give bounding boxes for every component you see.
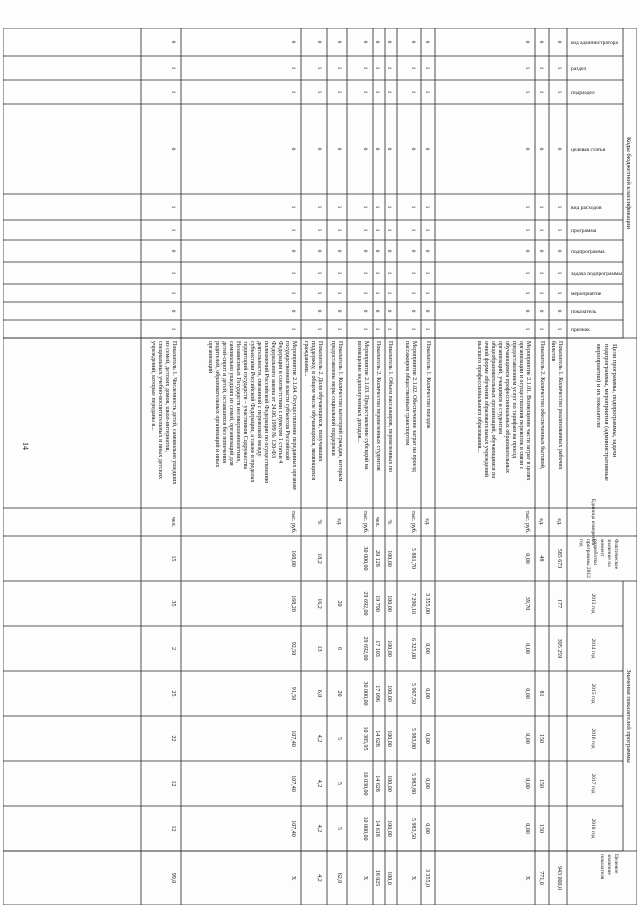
row-2-unit: тыс. руб. xyxy=(524,510,530,534)
row-6-code-8: 1 xyxy=(374,291,380,295)
row-9-year-2017: 4,2 xyxy=(316,779,322,788)
row-6-code-4: 1 xyxy=(374,205,380,209)
row-1-year-2015: 81 xyxy=(538,690,544,697)
row-6-code-5: 1 xyxy=(374,228,380,232)
row-3-code-2: 1 xyxy=(424,90,430,94)
row-9-purpose: Показатель 2. Доля обучающихся, получившихподдержку, в общем числе обучающихся, являющихсягражданами... xyxy=(303,341,323,481)
row-7-code-2: 1 xyxy=(362,90,368,94)
row-8-code-6: 0 xyxy=(336,249,342,253)
row-4-code-3: 0 xyxy=(410,147,416,151)
row-1-year-2016: 150 xyxy=(538,734,544,743)
row-1-purpose: Показатель 2. Количество обеспеченных бытовой, xyxy=(539,341,545,470)
row-2-code-9: 0 xyxy=(524,309,530,313)
row-3-year-2015: 0,00 xyxy=(424,688,430,699)
row-8-year-2017: 5 xyxy=(336,782,342,785)
row-3-code-7: 1 xyxy=(424,271,430,275)
row-9-year-2015: 6,0 xyxy=(316,689,322,698)
row-10-unit: тыс. руб. xyxy=(290,510,296,534)
row-5-year-2013: 100,00 xyxy=(386,595,392,612)
row-10-fact: 168,00 xyxy=(290,550,296,567)
row-5-code-4: 1 xyxy=(386,205,392,209)
row-0-purpose: Показатель 1. Количество реализованных рабочихбилетов xyxy=(550,341,563,470)
row-6-code-3: 0 xyxy=(374,147,380,151)
row-3-year-2016: 0,00 xyxy=(424,733,430,744)
row-6-target: 18 025 xyxy=(374,869,380,887)
row-4-code-1: 1 xyxy=(410,66,416,70)
row-1-code-2: 1 xyxy=(538,90,544,94)
row-6-code-2: 1 xyxy=(374,90,380,94)
code-header-9: показатель xyxy=(571,309,597,315)
row-8-code-9: 0 xyxy=(336,309,342,313)
row-7-code-7: 1 xyxy=(362,271,368,275)
row-4-code-7: 1 xyxy=(410,271,416,275)
row-10-target: Х xyxy=(290,875,296,881)
code-header-0: код администратора xyxy=(571,40,618,46)
row-11-code-8: 1 xyxy=(170,291,176,295)
row-0-code-7: 1 xyxy=(556,271,562,275)
row-3-code-1: 1 xyxy=(424,66,430,70)
row-6-fact: 20 128 xyxy=(374,550,380,567)
row-8-year-2013: 20 xyxy=(336,600,342,607)
row-1-code-9: 0 xyxy=(538,309,544,313)
row-9-code-10: 1 xyxy=(316,327,322,331)
row-10-code-4: 1 xyxy=(290,205,296,209)
row-10-code-3: 0 xyxy=(290,147,296,151)
row-9-code-3: 0 xyxy=(316,147,322,151)
row-11-code-0: 0 xyxy=(170,40,176,44)
row-8-year-2016: 5 xyxy=(336,737,342,740)
row-10-year-2017: 107,40 xyxy=(290,775,296,792)
row-3-code-8: 1 xyxy=(424,291,430,295)
row-11-unit: чел. xyxy=(170,516,176,528)
row-2-code-4: 1 xyxy=(524,205,530,209)
row-5-year-2016: 100,00 xyxy=(386,730,392,747)
row-10-code-7: 1 xyxy=(290,271,296,275)
code-header-5: программа xyxy=(571,228,597,234)
row-1-code-3: 0 xyxy=(538,147,544,151)
row-2-year-2014: 0,00 xyxy=(524,643,530,654)
row-4-fact: 5 881,70 xyxy=(410,548,416,569)
row-9-code-5: 1 xyxy=(316,228,322,232)
row-9-code-2: 1 xyxy=(316,90,322,94)
row-9-year-2014: 13 xyxy=(316,645,322,652)
row-2-code-0: 0 xyxy=(524,40,530,44)
row-10-year-2016: 107,40 xyxy=(290,730,296,747)
row-9-fact: 18,2 xyxy=(316,553,322,564)
row-2-purpose: Мероприятие 2.1.01. Возмещение части затрат в целяхорганизации и осуществления перевозок в связи спредоставлением услуг по тарифам на проездобучающимся профессиональных образовательныхорганизаций, учащимся и студентамобщеобразовательных организаций, обучающимся поочной форме обучения образовательных учрежденийвысшего профессионального образования... xyxy=(476,341,531,481)
row-4-year-2013: 7 290,10 xyxy=(410,593,416,614)
row-2-target: Х xyxy=(524,875,530,881)
row-8-purpose: Показатель 1. Количество категорий граждан, которымпредоставлены меры социальной поддержки xyxy=(330,341,343,482)
row-11-year-2017: 12 xyxy=(170,780,176,787)
row-4-year-2016: 5 983,80 xyxy=(410,728,416,749)
row-11-fact: 15 xyxy=(170,555,176,562)
row-2-year-2013: 39,70 xyxy=(524,596,530,611)
row-9-code-8: 1 xyxy=(316,291,322,295)
page-number: 14 xyxy=(21,442,30,450)
row-10-year-2015: 91,50 xyxy=(290,686,296,701)
row-6-code-10: 1 xyxy=(374,327,380,331)
row-3-year-2018: 0,00 xyxy=(424,823,430,834)
code-header-8: мероприятие xyxy=(571,291,602,297)
row-8-unit: ед. xyxy=(336,518,342,526)
row-7-code-3: 0 xyxy=(362,147,368,151)
row-7-fact: 30 000,00 xyxy=(362,546,368,571)
row-7-code-0: 0 xyxy=(362,40,368,44)
row-9-code-1: 1 xyxy=(316,66,322,70)
code-header-10: признак xyxy=(571,327,590,333)
row-2-year-2018: 0,00 xyxy=(524,823,530,834)
row-0-code-4: 1 xyxy=(556,205,562,209)
row-10-code-8: 1 xyxy=(290,291,296,295)
row-6-purpose: Показатель 2. Количество перевезенных студентов xyxy=(375,341,381,471)
row-8-target: 62,0 xyxy=(336,872,342,884)
code-header-7: задача подпрограммы xyxy=(571,271,623,277)
row-9-year-2013: 16,2 xyxy=(316,598,322,609)
row-9-target: 4,2 xyxy=(316,874,322,882)
row-8-code-1: 1 xyxy=(336,66,342,70)
row-5-code-9: 0 xyxy=(386,309,392,313)
row-0-code-6: 0 xyxy=(556,249,562,253)
row-1-code-7: 1 xyxy=(538,271,544,275)
year-label-2018: 2018 год xyxy=(590,818,596,839)
row-4-code-4: 1 xyxy=(410,205,416,209)
row-6-code-1: 1 xyxy=(374,66,380,70)
row-10-code-10: 1 xyxy=(290,327,296,331)
row-5-code-3: 0 xyxy=(386,147,392,151)
codes-group-label: Коды бюджетной классификации xyxy=(625,136,632,230)
year-label-2015: 2015 год xyxy=(590,683,596,704)
row-2-code-3: 0 xyxy=(524,147,530,151)
values-group-label: Значения показателей программы xyxy=(625,669,632,763)
year-label-2014: 2014 год xyxy=(590,638,596,659)
row-8-code-4: 1 xyxy=(336,205,342,209)
row-2-code-8: 1 xyxy=(524,291,530,295)
row-11-purpose: Показатель 1. Численность детей, самовольно ушедшихиз семей, детских домов, школ-интернатов,специальных учебно-воспитательных и иных детскихучреждений, которые переданы в... xyxy=(150,341,177,485)
row-4-target: Х xyxy=(410,875,416,881)
row-6-year-2013: 19 790 xyxy=(374,595,380,612)
row-7-code-8: 1 xyxy=(362,291,368,295)
row-3-code-4: 1 xyxy=(424,205,430,209)
row-6-year-2014: 17 103 xyxy=(374,640,380,657)
row-0-code-9: 0 xyxy=(556,309,562,313)
row-9-year-2018: 4,2 xyxy=(316,824,322,833)
row-11-code-2: 1 xyxy=(170,90,176,94)
row-7-year-2014: 29 692,00 xyxy=(362,636,368,661)
row-4-code-0: 0 xyxy=(410,40,416,44)
row-2-year-2016: 0,00 xyxy=(524,733,530,744)
row-11-code-5: 1 xyxy=(170,228,176,232)
row-0-code-1: 1 xyxy=(556,66,562,70)
row-5-year-2015: 100,00 xyxy=(386,685,392,702)
row-4-code-2: 1 xyxy=(410,90,416,94)
row-0-year-2014: 395 259 xyxy=(556,638,562,659)
row-10-code-1: 1 xyxy=(290,66,296,70)
row-5-year-2018: 100,00 xyxy=(386,820,392,837)
year-label-2017: 2017 год xyxy=(590,773,596,794)
row-3-year-2013: 3 355,00 xyxy=(424,593,430,614)
row-1-unit: ед. xyxy=(538,518,544,526)
row-2-fact: 0,00 xyxy=(524,553,530,564)
row-4-code-8: 1 xyxy=(410,291,416,295)
row-8-code-3: 0 xyxy=(336,147,342,151)
row-9-code-6: 0 xyxy=(316,249,322,253)
row-11-code-6: 0 xyxy=(170,249,176,253)
row-7-year-2013: 29 692,00 xyxy=(362,591,368,616)
row-3-target: 3 355,0 xyxy=(424,869,430,887)
row-7-year-2018: 10 000,00 xyxy=(362,816,368,841)
row-5-code-10: 1 xyxy=(386,327,392,331)
row-1-code-1: 1 xyxy=(538,66,544,70)
row-1-fact: 48 xyxy=(538,555,544,562)
row-11-code-3: 0 xyxy=(170,147,176,151)
row-0-unit: ед. xyxy=(556,518,562,526)
row-3-code-3: 0 xyxy=(424,147,430,151)
row-11-code-1: 1 xyxy=(170,66,176,70)
row-7-target: Х xyxy=(362,875,368,881)
row-11-code-10: 1 xyxy=(170,327,176,331)
row-7-code-5: 1 xyxy=(362,228,368,232)
row-8-code-10: 1 xyxy=(336,327,342,331)
row-11-year-2015: 25 xyxy=(170,690,176,697)
row-6-code-6: 0 xyxy=(374,249,380,253)
row-1-code-0: 0 xyxy=(538,40,544,44)
row-8-code-8: 1 xyxy=(336,291,342,295)
row-3-purpose: Показатель 1. Количество поездок xyxy=(425,341,431,429)
row-5-code-7: 1 xyxy=(386,271,392,275)
row-9-code-7: 1 xyxy=(316,271,322,275)
row-10-year-2014: 92,50 xyxy=(290,641,296,656)
row-6-code-7: 1 xyxy=(374,271,380,275)
row-6-unit: чел. xyxy=(374,516,380,528)
row-1-code-10: 1 xyxy=(538,327,544,331)
row-4-code-6: 0 xyxy=(410,249,416,253)
row-1-year-2017: 150 xyxy=(538,779,544,788)
row-11-year-2013: 35 xyxy=(170,600,176,607)
row-7-unit: тыс. руб. xyxy=(362,510,368,534)
row-5-year-2017: 100,00 xyxy=(386,775,392,792)
code-header-6: подпрограмма xyxy=(571,249,605,255)
row-5-code-1: 1 xyxy=(386,66,392,70)
row-6-year-2016: 14 628 xyxy=(374,730,380,747)
row-4-code-9: 0 xyxy=(410,309,416,313)
row-11-year-2016: 22 xyxy=(170,735,176,742)
row-10-code-9: 0 xyxy=(290,309,296,313)
row-9-code-9: 0 xyxy=(316,309,322,313)
row-4-unit: тыс. руб. xyxy=(410,510,416,534)
row-8-code-0: 0 xyxy=(336,40,342,44)
row-9-code-4: 1 xyxy=(316,205,322,209)
row-0-code-2: 1 xyxy=(556,90,562,94)
code-header-2: подраздел xyxy=(571,90,595,96)
row-5-code-0: 0 xyxy=(386,40,392,44)
row-7-code-4: 1 xyxy=(362,205,368,209)
row-8-code-2: 1 xyxy=(336,90,342,94)
row-11-code-7: 1 xyxy=(170,271,176,275)
row-0-code-0: 0 xyxy=(556,40,562,44)
row-6-code-9: 0 xyxy=(374,309,380,313)
row-6-year-2017: 14 628 xyxy=(374,775,380,792)
row-3-year-2014: 0,00 xyxy=(424,643,430,654)
code-header-1: раздел xyxy=(571,66,587,72)
unit-col-label: Единица измерения xyxy=(590,498,596,546)
row-10-code-2: 1 xyxy=(290,90,296,94)
row-7-code-6: 0 xyxy=(362,249,368,253)
row-9-code-0: 0 xyxy=(316,40,322,44)
row-1-code-8: 1 xyxy=(538,291,544,295)
row-10-year-2018: 107,40 xyxy=(290,820,296,837)
row-3-code-0: 0 xyxy=(424,40,430,44)
row-5-unit: % xyxy=(386,519,392,525)
row-0-code-3: 0 xyxy=(556,147,562,151)
row-3-code-6: 0 xyxy=(424,249,430,253)
row-0-target: 943 000,0 xyxy=(556,866,562,890)
row-7-purpose: Мероприятие 2.1.03. Предоставление субсидий навозмещение недополученных доходов... xyxy=(356,341,369,470)
row-10-code-5: 1 xyxy=(290,228,296,232)
purpose-col-label: Цели программы, подпрограммы, задачиподпрограммы, мероприятия (административныемероприятия) и их показатели xyxy=(595,344,618,481)
row-11-year-2014: 2 xyxy=(170,647,176,650)
row-7-code-9: 0 xyxy=(362,309,368,313)
program-table xyxy=(3,28,637,905)
row-0-year-2013: 177 xyxy=(556,599,562,608)
row-0-code-8: 1 xyxy=(556,291,562,295)
row-4-code-5: 1 xyxy=(410,228,416,232)
row-8-year-2018: 5 xyxy=(336,827,342,830)
row-2-code-1: 1 xyxy=(524,66,530,70)
row-3-unit: ед. xyxy=(424,518,430,526)
row-8-code-7: 1 xyxy=(336,271,342,275)
row-2-year-2017: 0,00 xyxy=(524,778,530,789)
row-8-year-2015: 20 xyxy=(336,690,342,697)
row-2-year-2015: 0,00 xyxy=(524,688,530,699)
row-8-code-5: 1 xyxy=(336,228,342,232)
row-3-code-10: 1 xyxy=(424,327,430,331)
row-1-target: 771,0 xyxy=(538,871,544,885)
year-label-2016: 2016 год xyxy=(590,728,596,749)
row-11-code-4: 1 xyxy=(170,205,176,209)
row-7-year-2015: 30 000,00 xyxy=(362,681,368,706)
row-7-year-2016: 10 385,95 xyxy=(362,726,368,751)
row-4-year-2014: 6 325,00 xyxy=(410,638,416,659)
row-2-code-5: 1 xyxy=(524,228,530,232)
row-4-purpose: Мероприятие 2.1.02. Обеспечение затрат на проездпассажиров общественным транспортом xyxy=(404,341,417,472)
row-8-year-2014: 6 xyxy=(336,647,342,650)
year-label-2013: 2013 год xyxy=(590,593,596,614)
code-header-4: вид расходов xyxy=(571,205,602,211)
rotated-table xyxy=(3,28,637,905)
row-5-year-2014: 100,00 xyxy=(386,640,392,657)
row-3-code-9: 0 xyxy=(424,309,430,313)
row-10-purpose: Мероприятие 2.1.04. Осуществление переданных органамгосударственной власти субъектов РоссийскойФедерации в соответствии с пунктом 1 статьи 4Федерального закона от 24.06.1999 № 120-ФЗполномочий Российской Федерации по осуществлениюдеятельности, связанной с перевозкой междусубъектами Российской Федерации, а также в пределахтерриторий государств – участников СодружестваНезависимых Государств несовершеннолетних,самовольно ушедших из семей, организаций длядетей-сирот и детей, оставшихся без попеченияродителей, образовательных организаций и иныхорганизаций xyxy=(207,341,297,490)
row-2-code-7: 1 xyxy=(524,271,530,275)
row-11-year-2018: 12 xyxy=(170,825,176,832)
row-5-code-6: 0 xyxy=(386,249,392,253)
row-11-target: 99,0 xyxy=(170,872,176,884)
row-1-code-5: 1 xyxy=(538,228,544,232)
row-5-target: 100,0 xyxy=(386,871,392,885)
row-5-fact: 100,00 xyxy=(386,550,392,567)
row-4-code-10: 1 xyxy=(410,327,416,331)
row-5-code-2: 1 xyxy=(386,90,392,94)
target-col-label: Целевоезначениепоказателя xyxy=(599,854,619,880)
row-0-code-5: 1 xyxy=(556,228,562,232)
row-10-year-2013: 168,20 xyxy=(290,595,296,612)
row-3-year-2017: 0,00 xyxy=(424,778,430,789)
fact-col-label: Фактическоезначение намоментразработкипрограммы 2012год xyxy=(578,539,619,578)
row-6-year-2018: 14 618 xyxy=(374,820,380,837)
row-11-code-9: 0 xyxy=(170,309,176,313)
row-6-code-0: 0 xyxy=(374,40,380,44)
row-4-year-2018: 5 983,50 xyxy=(410,818,416,839)
row-9-year-2016: 4,2 xyxy=(316,734,322,743)
row-2-code-10: 1 xyxy=(524,327,530,331)
row-1-code-4: 1 xyxy=(538,205,544,209)
row-2-code-2: 1 xyxy=(524,90,530,94)
row-6-year-2015: 17 096 xyxy=(374,685,380,702)
row-3-code-5: 1 xyxy=(424,228,430,232)
row-0-fact: 585 673 xyxy=(556,548,562,569)
row-7-code-1: 1 xyxy=(362,66,368,70)
row-0-code-10: 1 xyxy=(556,327,562,331)
row-4-year-2017: 5 983,80 xyxy=(410,773,416,794)
row-7-year-2017: 10 030,00 xyxy=(362,771,368,796)
row-5-code-5: 1 xyxy=(386,228,392,232)
row-9-unit: % xyxy=(316,519,322,525)
row-10-code-0: 0 xyxy=(290,40,296,44)
row-2-code-6: 0 xyxy=(524,249,530,253)
row-5-code-8: 1 xyxy=(386,291,392,295)
row-7-code-10: 1 xyxy=(362,327,368,331)
code-header-3: целевая статья xyxy=(571,147,606,153)
row-4-year-2015: 5 967,50 xyxy=(410,683,416,704)
row-1-code-6: 0 xyxy=(538,249,544,253)
row-1-year-2018: 150 xyxy=(538,824,544,833)
row-10-code-6: 0 xyxy=(290,249,296,253)
row-5-purpose: Показатель 1. Объем пассажиров, перевезенных по xyxy=(387,341,393,472)
